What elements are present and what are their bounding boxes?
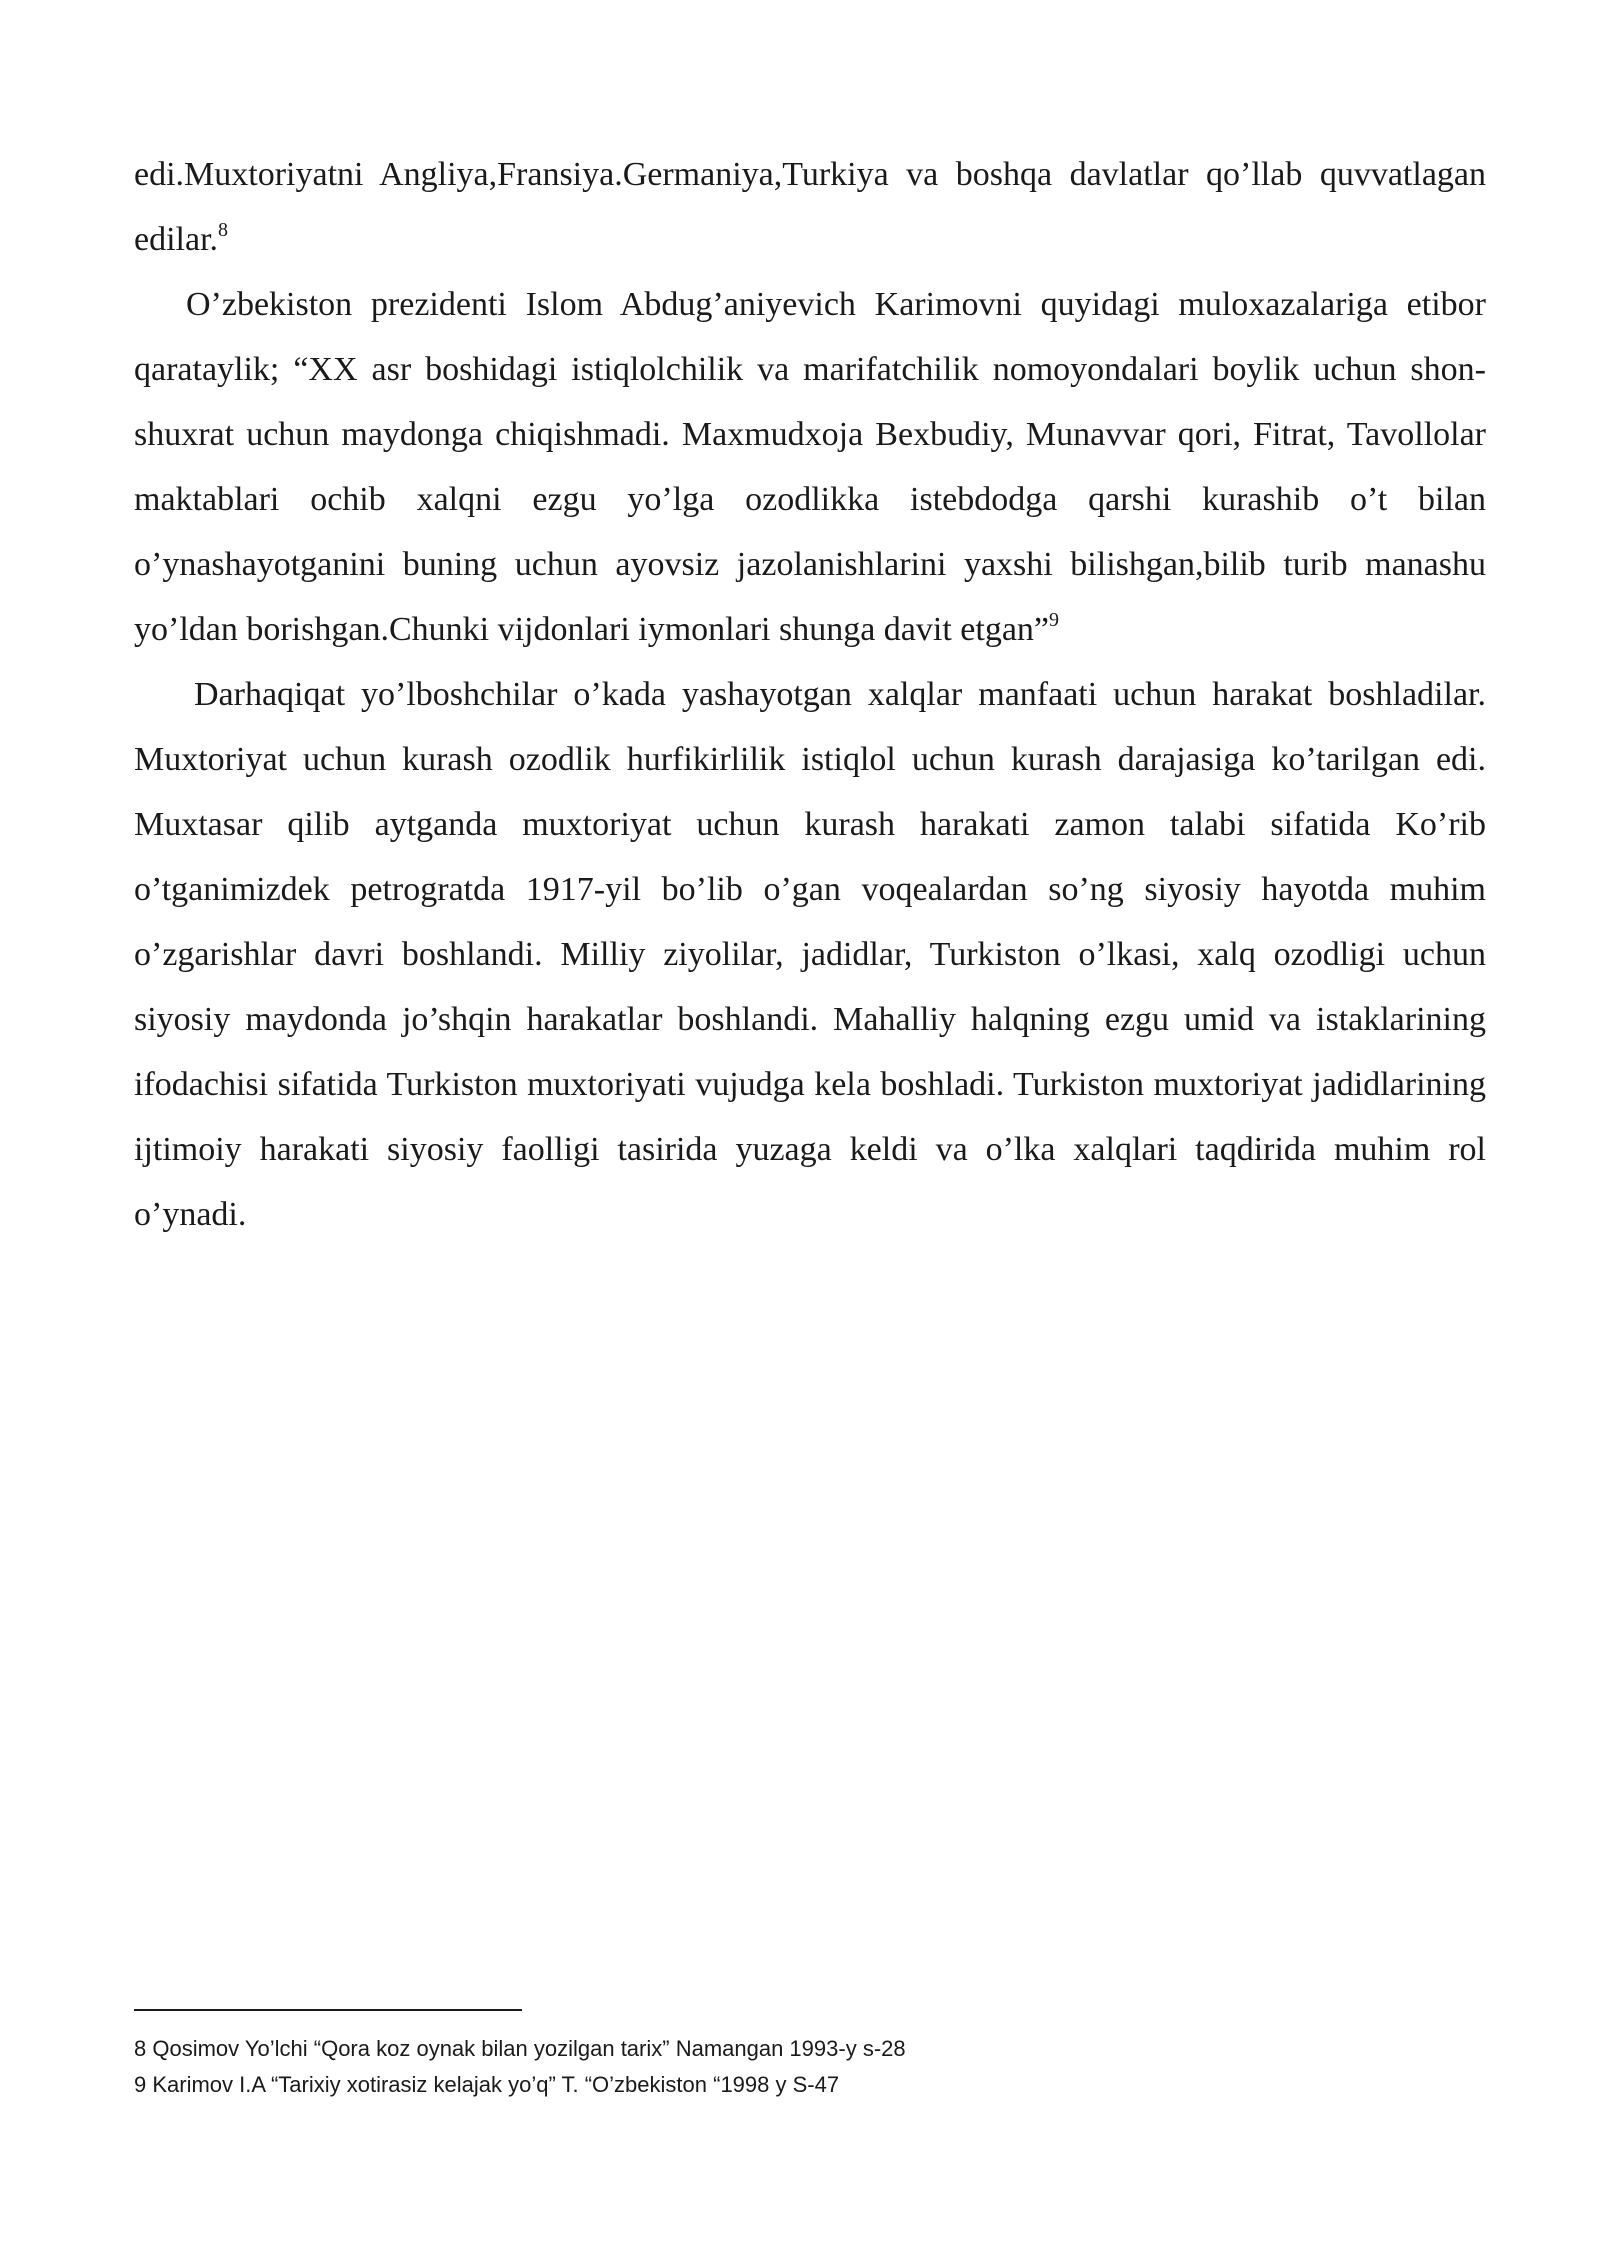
footnote-ref-8[interactable]: 8 [218, 218, 229, 241]
paragraph-2-text: O’zbekiston prezidenti Islom Abdug’aniyevich Karimovni quyidagi muloxazalariga etibor qarataylik; “XX asr boshidagi istiqlolchilik va marifatchilik nomoyondalari boylik uchun shon-shuxrat uchun maydonga chiqishmadi. Maxmudxoja Bexbudiy, Munavvar qori, Fitrat, Tavollolar maktablari ochib xalqni ezgu yo’lga ozodlikka istebdodga qarshi kurashib o’t bilan o’ynashayotganini buning uchun ayovsiz jazolanishlarini yaxshi bilishgan,bilib turib manashu yo’ldan borishgan.Chunki vijdonlari iymonlari shunga davit etgan” [134, 286, 1486, 648]
paragraph-3 [134, 662, 1486, 1247]
footnote-ref-9[interactable]: 9 [1049, 608, 1059, 631]
footnote-8: 8 Qosimov Yo’lchi “Qora koz oynak bilan yozilgan tarix” Namangan 1993-y s-28 [134, 2036, 906, 2061]
paragraph-1 [134, 142, 1486, 272]
footnote-separator [134, 2009, 522, 2011]
paragraph-3-text: Darhaqiqat yo’lboshchilar o’kada yashayotgan xalqlar manfaati uchun harakat boshladilar. Muxtoriyat uchun kurash ozodlik hurfikirlilik istiqlol uchun kurash darajasiga ko’tarilgan edi. Muxtasar qilib aytganda muxtoriyat uchun kurash harakati zamon talabi sifatida Ko’rib o’tganimizdek petrogratda 1917-yil bo’lib o’gan voqealardan so’ng siyosiy hayotda muhim o’zgarishlar davri boshlandi. Milliy ziyolilar, jadidlar, Turkiston o’lkasi, xalq ozodligi uchun siyosiy maydonda jo’shqin harakatlar boshlandi. Mahalliy halqning ezgu umid va istaklarining ifodachisi sifatida Turkiston muxtoriyati vujudga kela boshladi. Turkiston muxtoriyat jadidlarining ijtimoiy harakati siyosiy faolligi tasirida yuzaga keldi va o’lka xalqlari taqdirida muhim rol o’ynadi. [134, 676, 1486, 1233]
paragraph-1-text: edi.Muxtoriyatni Angliya,Fransiya.Germaniya,Turkiya va boshqa davlatlar qo’llab quvvatlagan edilar. [134, 156, 1486, 258]
document-body [134, 142, 1486, 1247]
footnotes-section [134, 2031, 1486, 2103]
footnote-9: 9 Karimov I.A “Tarixiy xotirasiz kelajak yo’q” T. “O’zbekiston “1998 y S-47 [134, 2072, 840, 2097]
paragraph-2 [134, 272, 1486, 662]
